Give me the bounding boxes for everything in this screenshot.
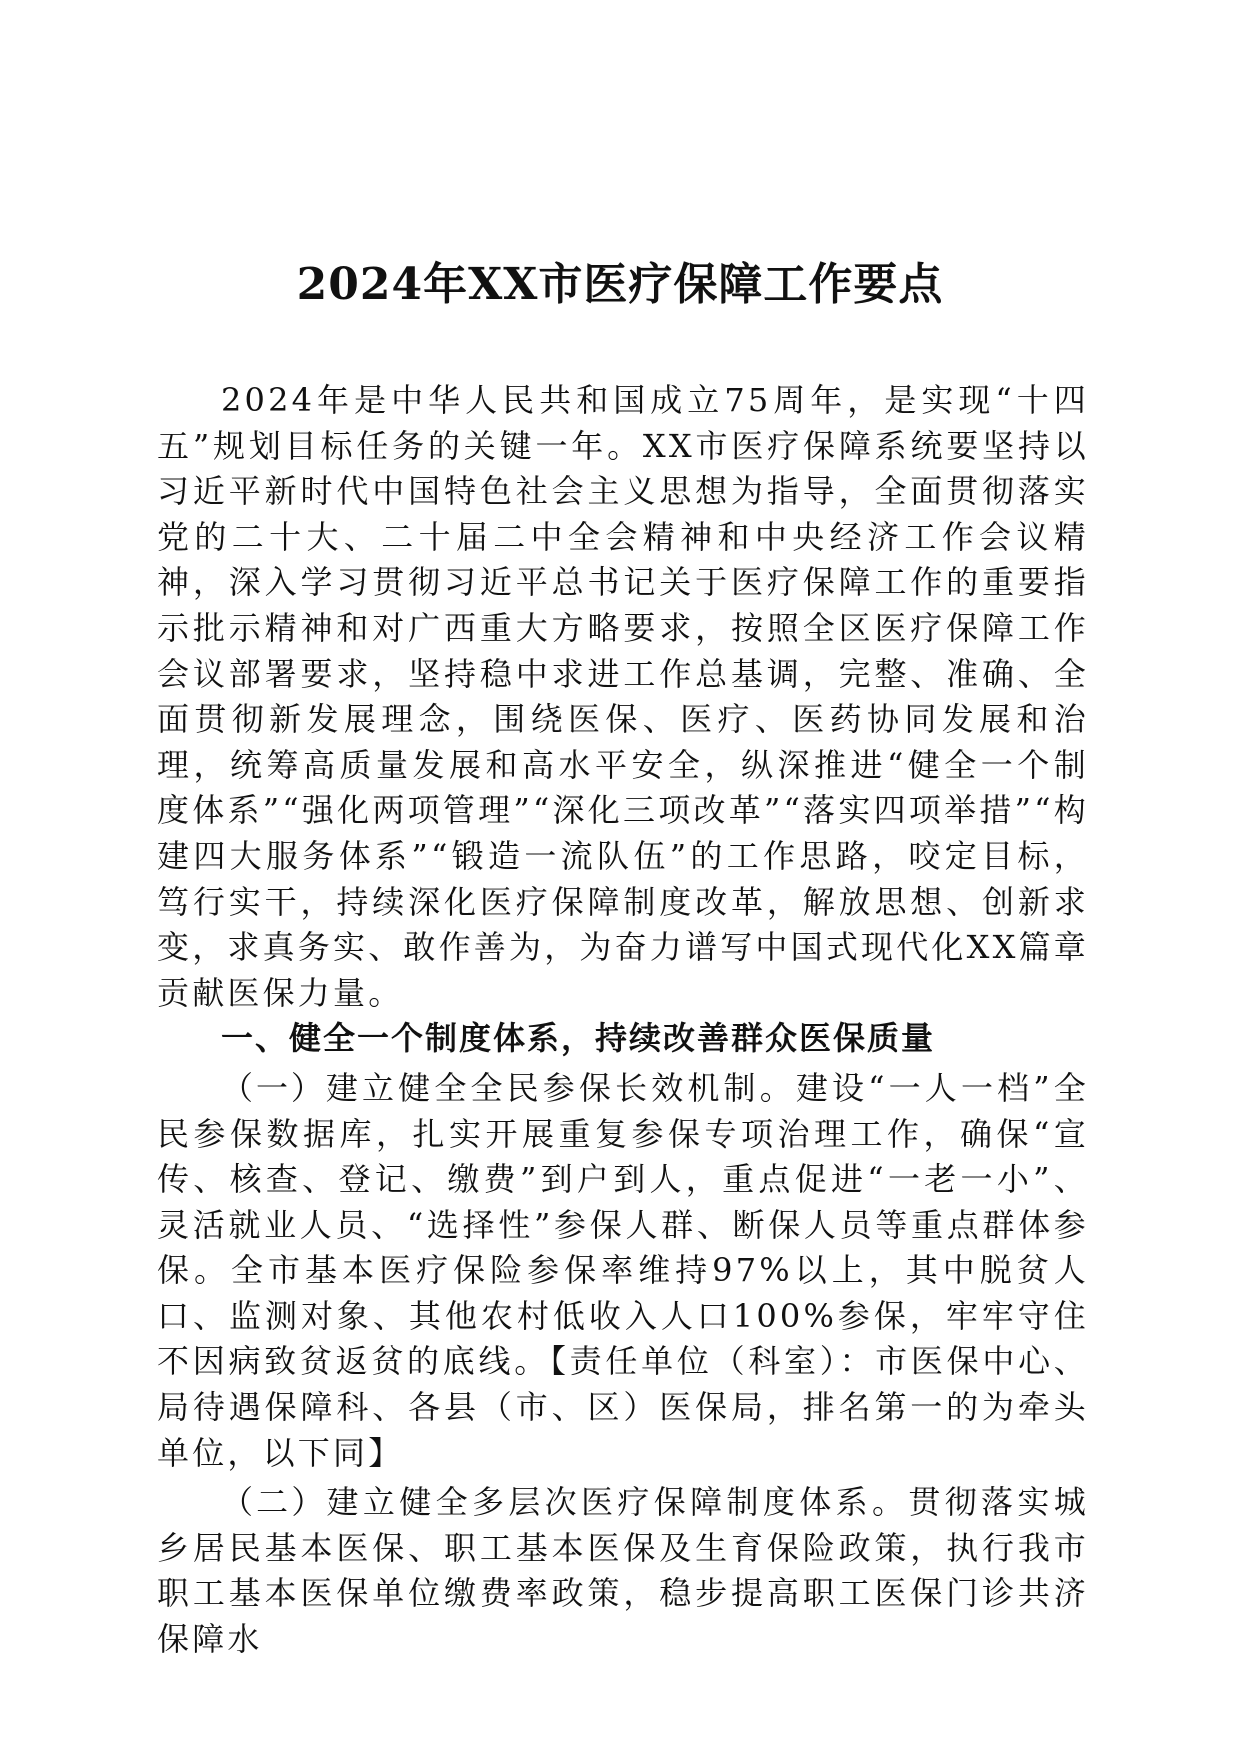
item-number: （二） <box>221 1483 327 1522</box>
item-text: 建立健全全民参保长效机制。建设“一人一档”全民参保数据库，扎实开展重复参保专项治理工作，确保“宣传、核查、登记、缴费”到户到人，重点促进“一老一小”、灵活就业人员、“选择性”参保人群、断保人员等重点群体参保。全市基本医疗保险参保率维持97%以上，其中脱贫人口、监测对象、其他农村低收入人口100%参保，牢牢守住不因病致贫返贫的底线。【责任单位（科室）：市医保中心、局待遇保障科、各县（市、区）医保局，排名第一的为牵头单位，以下同】 <box>157 1068 1089 1472</box>
list-item <box>157 1480 1089 1662</box>
list-item <box>157 1066 1089 1476</box>
document-body <box>157 378 1089 1663</box>
intro-paragraph: 2024年是中华人民共和国成立75周年，是实现“十四五”规划目标任务的关键一年。XX市医疗保障系统要坚持以习近平新时代中国特色社会主义思想为指导，全面贯彻落实党的二十大、二十届二中全会精神和中央经济工作会议精神，深入学习贯彻习近平总书记关于医疗保障工作的重要指示批示精神和对广西重大方略要求，按照全区医疗保障工作会议部署要求，坚持稳中求进工作总基调，完整、准确、全面贯彻新发展理念，围绕医保、医疗、医药协同发展和治理，统筹高质量发展和高水平安全，纵深推进“健全一个制度体系”“强化两项管理”“深化三项改革”“落实四项举措”“构建四大服务体系”“锻造一流队伍”的工作思路，咬定目标，笃行实干，持续深化医疗保障制度改革，解放思想、创新求变，求真务实、敢作善为，为奋力谱写中国式现代化XX篇章贡献医保力量。 <box>157 381 1089 1012</box>
item-text: 建立健全多层次医疗保障制度体系。贯彻落实城乡居民基本医保、职工基本医保及生育保险政策，执行我市职工基本医保单位缴费率政策，稳步提高职工医保门诊共济保障水 <box>157 1483 1089 1659</box>
item-number: （一） <box>221 1068 326 1107</box>
section-heading: 一、健全一个制度体系，持续改善群众医保质量 <box>221 1019 936 1058</box>
document-title: 2024年XX市医疗保障工作要点 <box>296 259 944 310</box>
